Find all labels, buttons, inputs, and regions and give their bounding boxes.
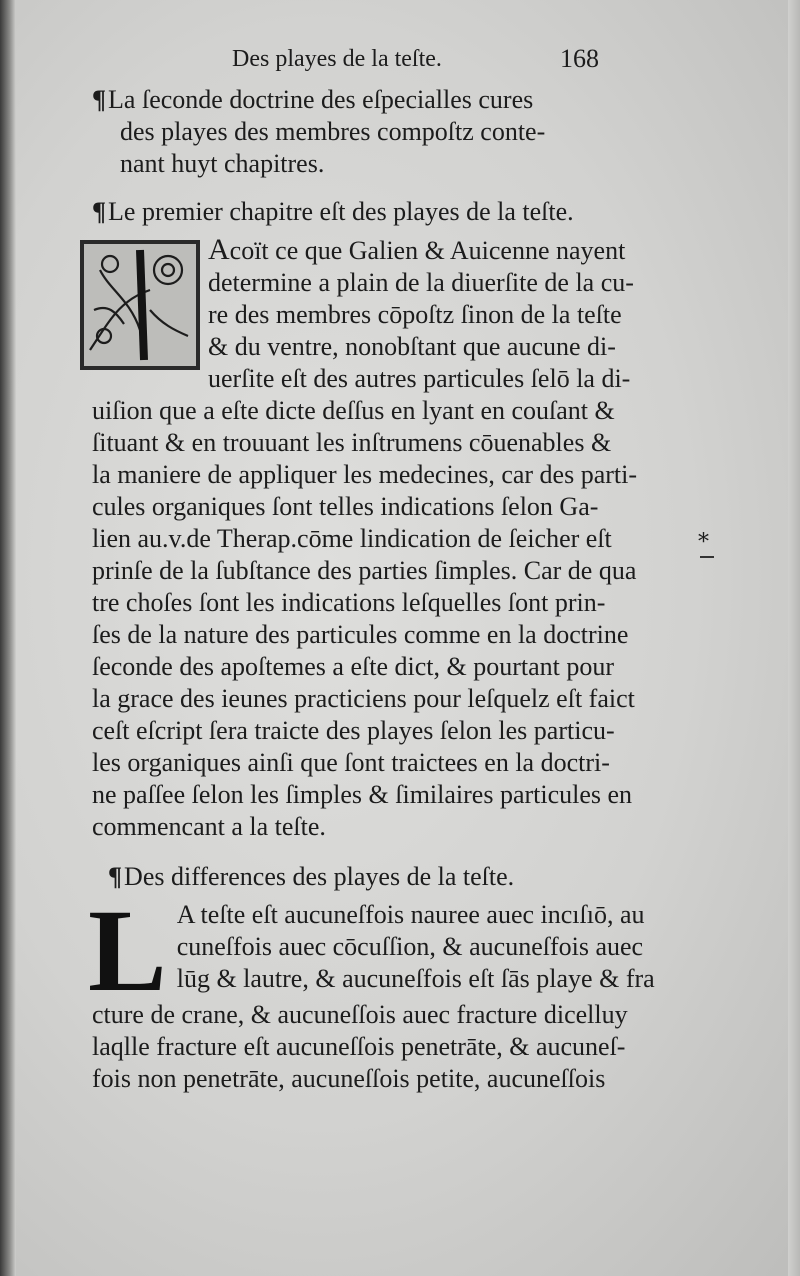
text-line: nant huyt chapitres. (120, 149, 325, 178)
text-line: ne paſſee ſelon les ſimples & ſimilaires particules en (92, 780, 633, 809)
page-edge (788, 0, 800, 1276)
text-line: & du ventre, nonobſtant que aucune di- (208, 332, 616, 361)
text-line: ¶La ſeconde doctrine des eſpecialles cures (92, 85, 534, 114)
dropcap-a: A (208, 233, 230, 266)
text-line: cture de crane, & aucuneſſois auec fracture dicelluy (92, 1000, 628, 1029)
running-head (92, 40, 692, 84)
section-body (88, 885, 692, 1095)
marginal-note: * (698, 530, 709, 555)
text-line: les organiques ainſi que ſont traictees en la doctri- (92, 748, 610, 777)
ornamental-initial (80, 240, 200, 370)
text-line: determine a plain de la diuerſite de la cu- (208, 268, 634, 297)
text-line: fois non penetrāte, aucuneſſois petite, aucuneſſois (92, 1064, 606, 1093)
text-line: ſeconde des apoſtemes a eſte dict, & pourtant pour (92, 652, 614, 681)
text-line: laqlle fracture eſt aucuneſſois penetrāte, & aucuneſ- (92, 1032, 626, 1061)
running-title: Des playes de la teſte. (232, 46, 442, 72)
text-line: commencant a la teſte. (92, 812, 326, 841)
text-line: des playes des membres compoſtz conte- (120, 117, 546, 146)
pilcrow-mark: ¶ (92, 197, 107, 226)
page-binding-shadow (0, 0, 16, 1276)
section-heading: ¶Des differences des playes de la teſte. (108, 862, 515, 891)
page-number: 168 (560, 44, 599, 73)
chapter-body (92, 234, 692, 843)
text-line: cules organiques ſont telles indications ſelon Ga- (92, 492, 599, 521)
text-line: Acoït ce que Galien & Auicenne nayent (208, 233, 626, 266)
text-line: re des membres cōpoſtz ſinon de la teſte (208, 300, 622, 329)
text-line: ſes de la nature des particules comme en la doctrine (92, 620, 629, 649)
chapter-heading: ¶Le premier chapitre eſt des playes de la teſte. (92, 197, 574, 226)
dropcap-letter: L (88, 885, 167, 1016)
text-block (88, 40, 692, 1095)
text-line: ceſt eſcript ſera traicte des playes ſelon les particu- (92, 716, 615, 745)
text-line: la maniere de appliquer les medecines, car des parti- (92, 460, 638, 489)
text-line: uerſite eſt des autres particules ſelō la di- (208, 364, 631, 393)
text-line: tre choſes ſont les indications leſquelles ſont prin- (92, 588, 606, 617)
text-line: lien au.v.de Therap.cōme lindication de ſeicher eſt (92, 524, 612, 553)
marginal-dash (700, 556, 714, 558)
pilcrow-mark: ¶ (92, 85, 107, 114)
text-line: ſituant & en trouuant les inſtrumens cōuenables & (92, 428, 612, 457)
text-line: A teſte eſt aucuneſfois nauree auec incıſıō, au (176, 900, 645, 929)
pilcrow-mark: ¶ (108, 862, 123, 891)
text-line: la grace des ieunes practiciens pour leſquelz eſt faict (92, 684, 635, 713)
floral-ornament-icon (80, 240, 200, 370)
text-line: cuneſfois auec cōcuſſion, & aucuneſfois auec (176, 932, 644, 961)
text-line: lūg & lautre, & aucuneſfois eſt ſās playe & fra (176, 964, 655, 993)
text-line: prinſe de la ſubſtance des parties ſimples. Car de qua (92, 556, 637, 585)
text-line: uiſion que a eſte dicte deſſus en lyant en couſant & (92, 396, 615, 425)
intro-paragraph (92, 84, 692, 180)
